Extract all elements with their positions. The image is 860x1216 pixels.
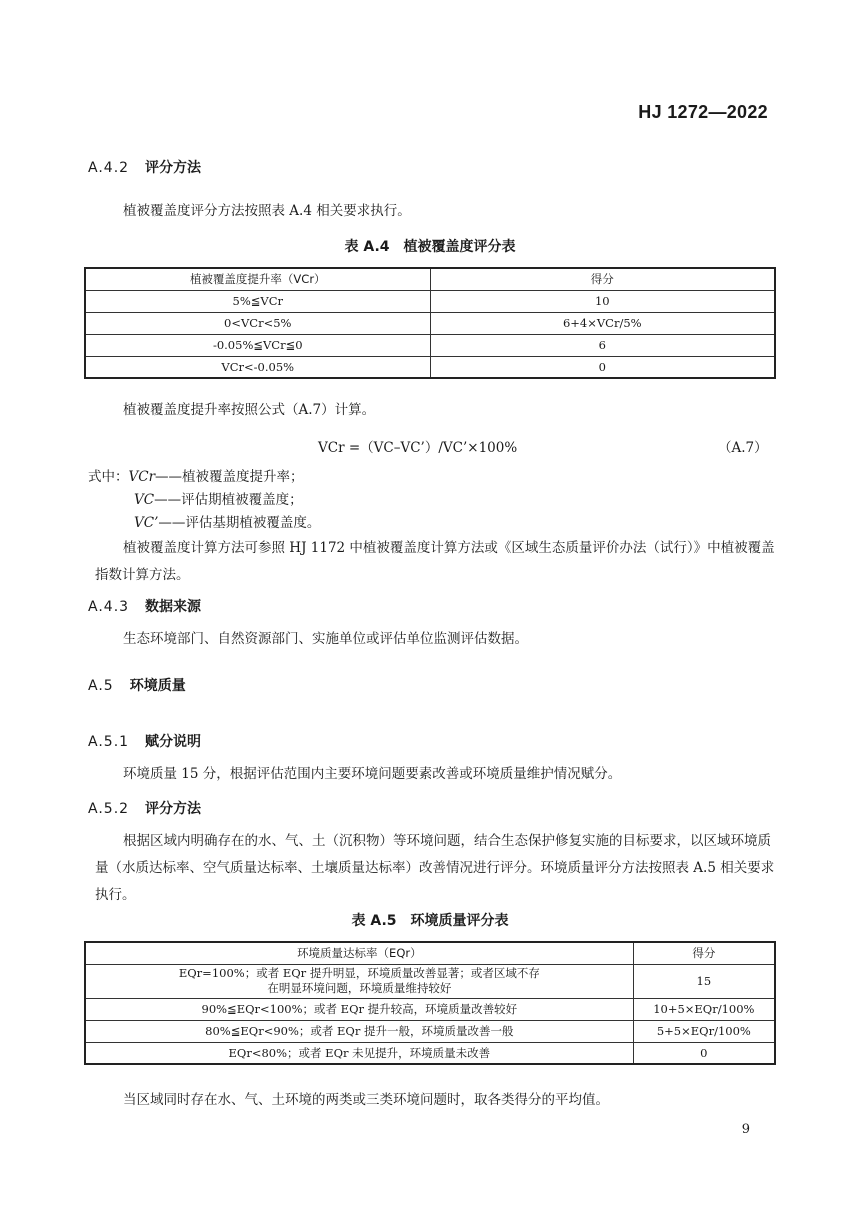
- definition-desc: ——植被覆盖度提升率；: [155, 469, 304, 485]
- section-number: A.5.1: [88, 734, 130, 750]
- paragraph-formula-ref: 植被覆盖度提升率按照公式（A.7）计算。: [123, 402, 376, 418]
- table-a4-caption: 表 A.4 植被覆盖度评分表: [344, 239, 516, 255]
- table-cell-score: 6: [430, 334, 775, 356]
- section-number: A.5: [88, 678, 114, 694]
- table-cell-condition: -0.05%≦VCr≦0: [85, 334, 430, 356]
- section-title: 评分方法: [145, 160, 202, 176]
- table-cell-score: 0: [633, 1042, 775, 1064]
- definition-line: [134, 489, 303, 511]
- table-a5-caption: 表 A.5 环境质量评分表: [351, 913, 509, 929]
- section-number: A.4.2: [88, 160, 130, 176]
- table-cell-condition: EQr<80%；或者 EQr 未见提升，环境质量未改善: [85, 1042, 633, 1064]
- section-title: 环境质量: [129, 678, 186, 694]
- table-cell-score: 10: [430, 290, 775, 312]
- paragraph-env-quality-method: 根据区域内明确存在的水、气、土（沉积物）等环境问题，结合生态保护修复实施的目标要求，以区域环境质量（水质达标率、空气质量达标率、土壤质量达标率）改善情况进行评分。环境质量评分方法按照表 A.5 相关要求执行。: [95, 833, 775, 903]
- paragraph-data-source: 生态环境部门、自然资源部门、实施单位或评估单位监测评估数据。: [123, 631, 528, 647]
- table-header-cell: 植被覆盖度提升率（VCr）: [85, 268, 430, 290]
- table-a4: [84, 267, 776, 379]
- formula-number: （A.7）: [718, 440, 768, 456]
- definition-lead: 式中：: [88, 469, 129, 485]
- table-cell-score: 0: [430, 356, 775, 378]
- table-cell-condition: 80%≦EQr<90%；或者 EQr 提升一般，环境质量改善一般: [85, 1020, 633, 1042]
- definition-symbol: VC: [134, 492, 155, 508]
- section-title: 评分方法: [145, 801, 202, 817]
- section-a42-heading: [88, 157, 201, 177]
- standard-code: HJ 1272—2022: [638, 102, 768, 122]
- section-a52-heading: [88, 798, 201, 818]
- section-number: A.4.3: [88, 599, 130, 615]
- section-title: 数据来源: [145, 599, 202, 615]
- page-number: 9: [741, 1122, 750, 1137]
- table-cell-condition: VCr<-0.05%: [85, 356, 430, 378]
- table-cell-condition: 90%≦EQr<100%；或者 EQr 提升较高，环境质量改善较好: [85, 998, 633, 1020]
- table-cell-score: 10+5×EQr/100%: [633, 998, 775, 1020]
- paragraph-scoring-description: 环境质量 15 分，根据评估范围内主要环境问题要素改善或环境质量维护情况赋分。: [123, 766, 622, 782]
- table-cell-condition: 5%≦VCr: [85, 290, 430, 312]
- table-row: [85, 1020, 775, 1042]
- table-cell-condition: 0<VCr<5%: [85, 312, 430, 334]
- section-a51-heading: [88, 731, 201, 751]
- table-cell-score: 6+4×VCr/5%: [430, 312, 775, 334]
- table-row: [85, 334, 775, 356]
- table-row: [85, 312, 775, 334]
- table-cell-condition: EQr=100%；或者 EQr 提升明显，环境质量改善显著；或者区域不存在明显环境问题，环境质量维持较好: [85, 964, 633, 998]
- table-header-cell: 环境质量达标率（EQr）: [85, 942, 633, 964]
- table-header-cell: 得分: [430, 268, 775, 290]
- definition-line: [134, 512, 320, 534]
- table-header-cell: 得分: [633, 942, 775, 964]
- paragraph-average-rule: 当区域同时存在水、气、土环境的两类或三类环境问题时，取各类得分的平均值。: [123, 1092, 609, 1108]
- definition-symbol: VC’: [134, 515, 159, 531]
- table-row: [85, 998, 775, 1020]
- definition-desc: ——评估期植被覆盖度；: [154, 492, 303, 508]
- table-header-row: [85, 942, 775, 964]
- table-row: [85, 356, 775, 378]
- paragraph-calculation-method: 植被覆盖度计算方法可参照 HJ 1172 中植被覆盖度计算方法或《区域生态质量评价办法（试行）》中植被覆盖指数计算方法。: [95, 540, 775, 583]
- definition-line: [88, 466, 304, 488]
- table-header-row: [85, 268, 775, 290]
- section-a43-heading: [88, 596, 201, 616]
- table-row: [85, 964, 775, 998]
- table-row: [85, 1042, 775, 1064]
- definition-symbol: VCr: [128, 469, 156, 485]
- table-a5: [84, 941, 776, 1065]
- table-cell-score: 15: [633, 964, 775, 998]
- section-title: 赋分说明: [145, 734, 202, 750]
- table-cell-score: 5+5×EQr/100%: [633, 1020, 775, 1042]
- section-number: A.5.2: [88, 801, 130, 817]
- paragraph-table-a4-ref: 植被覆盖度评分方法按照表 A.4 相关要求执行。: [123, 203, 411, 219]
- formula-a7: VCr =（VC–VC’）/VC’×100%: [318, 440, 518, 456]
- definition-desc: ——评估基期植被覆盖度。: [158, 515, 321, 531]
- table-row: [85, 290, 775, 312]
- section-a5-heading: [88, 675, 186, 695]
